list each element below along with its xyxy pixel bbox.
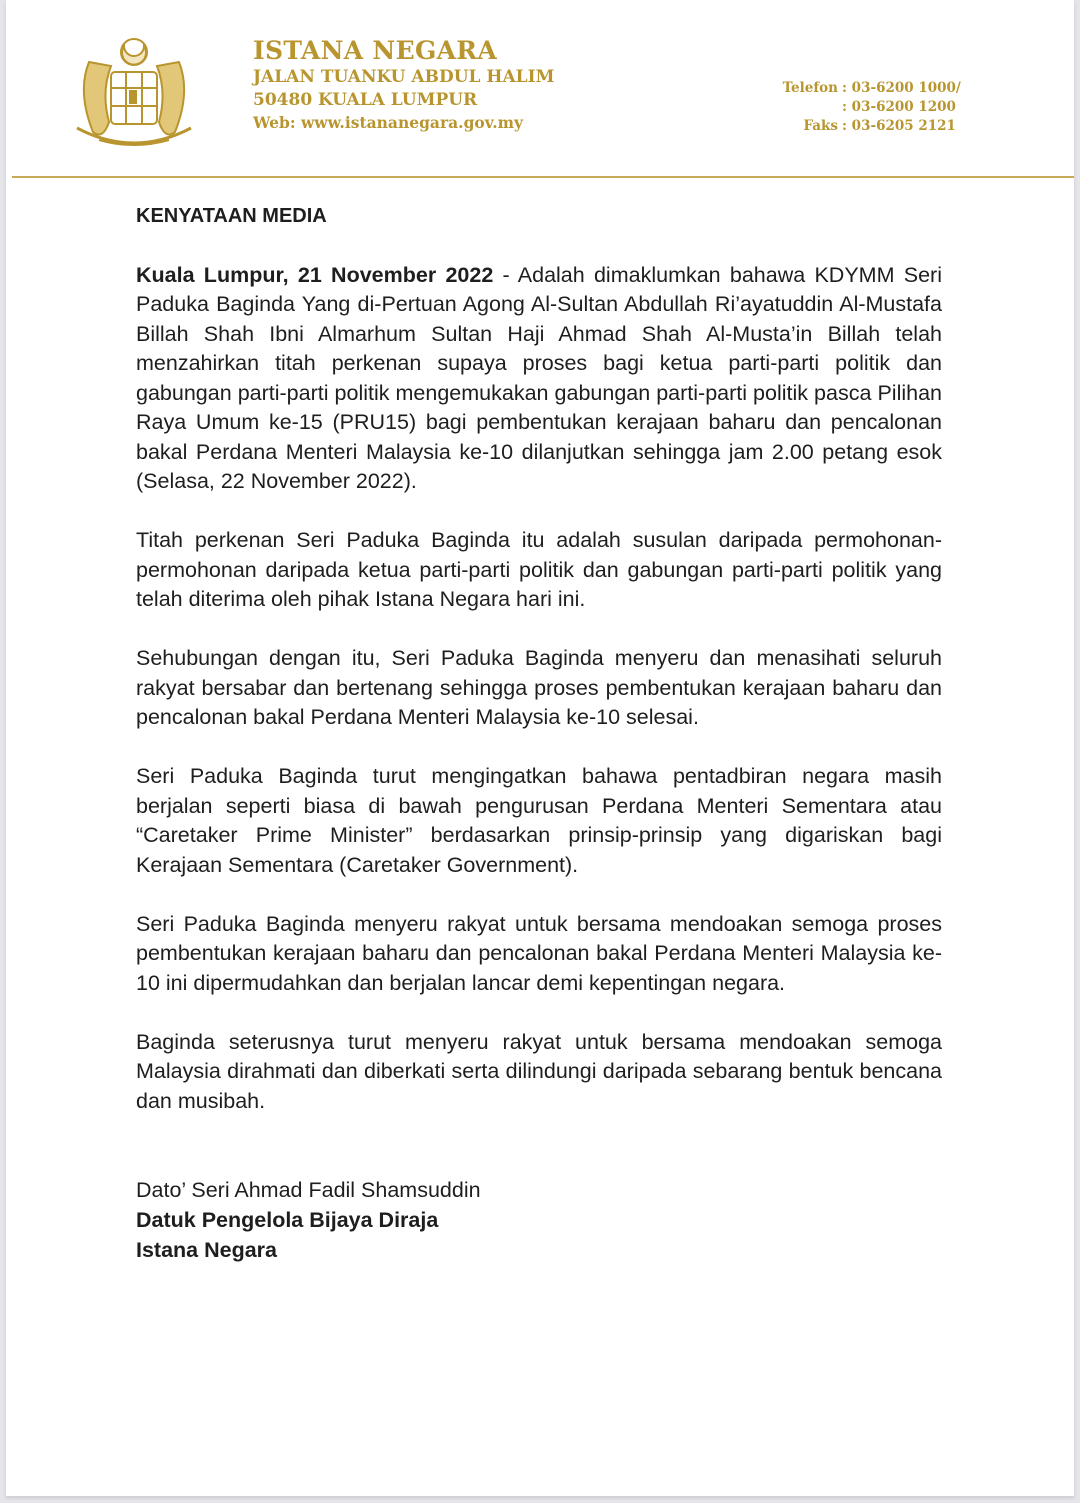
- telefon-1: : 03-6200 1000/: [842, 80, 961, 96]
- telefon-label: Telefon: [782, 80, 838, 96]
- contact-block: [772, 79, 961, 136]
- address-line-2: 50480 KUALA LUMPUR: [253, 90, 478, 110]
- paragraph: Kuala Lumpur, 21 November 2022 - Adalah dimaklumkan bahawa KDYMM Seri Paduka Baginda Yang di-Pertuan Agong Al-Sultan Abdullah Ri’ayatuddin Al-Mustafa Billah Shah Ibni Almarhum Sultan Haji Ahmad Shah Al-Musta’in Billah telah menzahirkan titah perkenan supaya proses bagi ketua parti-parti politik dan gabungan parti-parti politik mengemukakan gabungan parti-parti politik pasca Pilihan Raya Umum ke-15 (PRU15) bagi pembentukan kerajaan baharu dan pencalonan bakal Perdana Menteri Malaysia ke-10 dilanjutkan sehingga jam 2.00 petang esok (Selasa, 22 November 2022).: [136, 262, 942, 493]
- signatory-name: Dato’ Seri Ahmad Fadil Shamsuddin: [136, 1178, 481, 1202]
- paragraph: Baginda seterusnya turut menyeru rakyat untuk bersama mendoakan semoga Malaysia dirahmati dan diberkati serta dilindungi daripada sebarang bentuk bencana dan musibah.: [136, 1029, 942, 1113]
- signature-block: [136, 1175, 942, 1265]
- letterhead-org: [253, 36, 554, 134]
- paragraph: Seri Paduka Baginda menyeru rakyat untuk bersama mendoakan semoga proses pembentukan kerajaan baharu dan pencalonan bakal Perdana Menteri Malaysia ke-10 ini dipermudahkan dan berjalan lancar demi kepentingan negara.: [136, 911, 942, 995]
- signatory-title: Datuk Pengelola Bijaya Diraja: [136, 1208, 439, 1232]
- document-heading: KENYATAAN MEDIA: [136, 205, 327, 227]
- org-name: ISTANA NEGARA: [253, 36, 498, 65]
- signatory-office: Istana Negara: [136, 1238, 278, 1262]
- address-line-1: JALAN TUANKU ABDUL HALIM: [253, 67, 555, 87]
- document-body: [136, 202, 942, 1265]
- faks-label: Faks: [803, 118, 838, 134]
- dateline: Kuala Lumpur, 21 November 2022: [136, 262, 494, 287]
- website-link[interactable]: Web: www.istananegara.gov.my: [253, 113, 524, 132]
- paragraph: Sehubungan dengan itu, Seri Paduka Baginda menyeru dan menasihati seluruh rakyat bersabar dan bertenang sehingga proses pembentukan kerajaan baharu dan pencalonan bakal Perdana Menteri Malaysia ke-10 selesai.: [136, 646, 942, 729]
- paragraph: Seri Paduka Baginda turut mengingatkan bahawa pentadbiran negara masih berjalan seperti biasa di bawah pengurusan Perdana Menteri Sementara atau “Caretaker Prime Minister” berdasarkan prinsip-prinsip yang digariskan bagi Kerajaan Sementara (Caretaker Government).: [136, 764, 942, 877]
- telefon-2: : 03-6200 1200: [842, 99, 956, 115]
- faks-number: : 03-6205 2121: [842, 118, 956, 134]
- document-page: [6, 0, 1074, 1496]
- paragraph: Titah perkenan Seri Paduka Baginda itu adalah susulan daripada permohonan-permohonan daripada ketua parti-parti politik dan gabungan parti-parti politik yang telah diterima oleh pihak Istana Negara hari ini.: [136, 528, 942, 611]
- header-divider: [12, 176, 1074, 178]
- coat-of-arms-icon: [69, 32, 199, 150]
